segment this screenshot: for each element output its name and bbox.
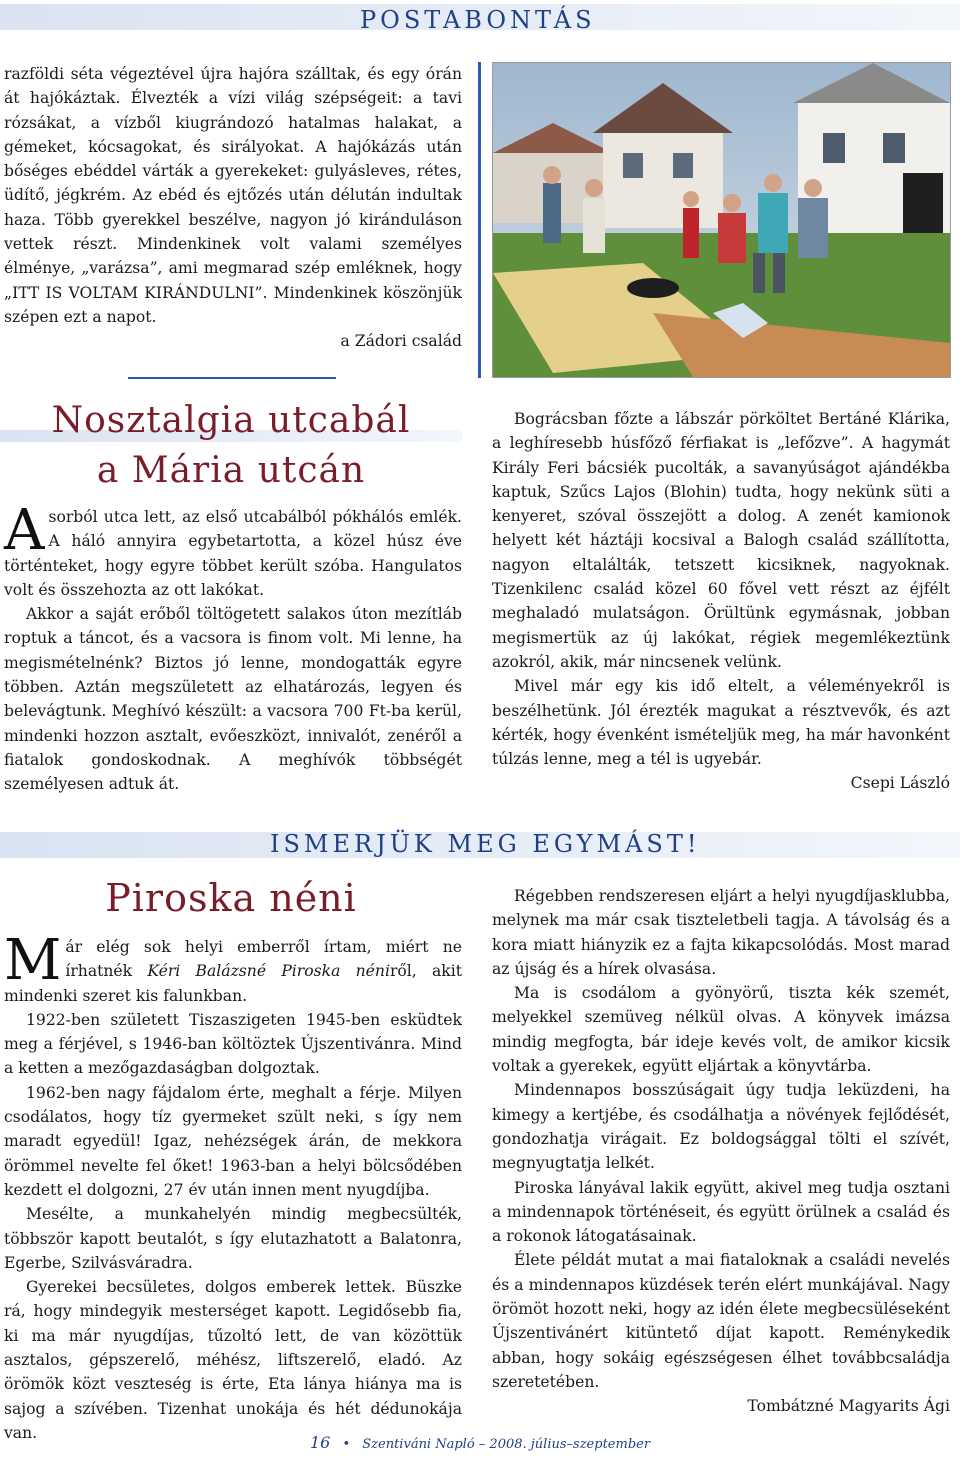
intro-signature: a Zádori család [340, 332, 462, 351]
article2-p8: Mindennapos bosszúságait úgy tudja leküzdeni, ha kimegy a kertjébe, és csodálhatja a növények fejlődését, gondozhatja virágait. Ez boldogsággal tölti el szívét, megnyugtatja lelkét. [492, 1081, 950, 1173]
article1-p1 [4, 498, 462, 602]
article2-title: Piroska néni [105, 876, 357, 920]
publication-name: Szentiváni Napló – 2008. július–szeptember [362, 1437, 651, 1452]
article2-p3: 1962-ben nagy fájdalom érte, meghalt a férje. Milyen csodálatos, hogy tíz gyermeket szült neki, s így nem maradt egyedül! Igaz, nehézségek árán, de mekkora örömmel nevelte fel őket! 1963-ban a helyi bölcsődében kezdett el dolgozni, 27 év után innen ment nyugdíjba. [4, 1083, 462, 1199]
article1-p2: Akkor a saját erőből töltögetett salakos úton mezítláb roptuk a táncot, és a vacsora is finom volt. Mi lenne, ha megismételnénk? Biztos jó lenne, mondogatták egyre többen. Aztán megszületett az elhatározás, legyen és belevágtunk. Meghívó készült: a vacsora 700 Ft-ba kerül, mindenki hozzon asztalt, evőeszközt, innivalót, zenéről a fiatalok gondoskodnak. A meghívók többségét személyesen adtuk át. [4, 605, 462, 794]
article2-p1a: ár elég sok helyi emberről írtam, miért ne írhatnék [65, 938, 462, 981]
article2-name: Kéri Balázsné Piroska néni [147, 962, 390, 981]
article1-right-column [492, 407, 950, 795]
article2-p9: Piroska lányával lakik együtt, akivel meg tudja osztani a mindennapok történéseit, és együtt örülnek a család és a rokonok látogatásainak. [492, 1178, 950, 1246]
article1-left-column [4, 498, 462, 797]
section-title-ismerjuk: ISMERJÜK MEG EGYMÁST! [270, 830, 701, 858]
footer [0, 1433, 960, 1452]
article2-p5: Gyerekei becsületes, dolgos emberek lettek. Büszke rá, hogy mindegyik mesterséget kapott. Legidősebb fia, ki ma már nyugdíjas, tűzoltó lett, de van közöttük asztalos, gépszerelő, méhész, liftszerelő, eladó. Az örömök közt veszteség is érte, Eta lánya hiánya ma is sajog a szívében. Tizenhat unokája és hét dédunokája van. [4, 1278, 462, 1442]
article2-left-column [4, 928, 462, 1445]
intro-column [4, 62, 462, 353]
intro-text: razföldi séta végeztével újra hajóra szálltak, és egy órán át hajókáztak. Élvezték a vízi világ szépségeit: a tavi rózsákat, a vízből kiugrándozó hatalmas halakat, a gémeket, kócsagokat, és sirályokat. A hajókázás után bőséges ebéddel várták a gyerekeket: gulyásleves, rétes, üdítő, jégkrém. Az ebéd és ejtőzés után délután indultak haza. Több gyerekkel beszélve, nagyon jó kiránduláson vettek részt. Mindenkinek volt valami személyes élménye, „varázsa”, ami megmarad szép emléknek, hogy „ITT IS VOLTAM KIRÁNDULNI”. Mindenkinek köszönjük szépen ezt a napot. [4, 65, 462, 326]
page-number: 16 [309, 1433, 331, 1452]
article2-p10: Élete példát mutat a mai fiataloknak a családi nevelés és a mindennapos küzdések terén elért munkájával. Nagy örömöt hozott neki, hogy az idén élete megbecsüléseként Újszentivánért kitüntető díjat kapott. Reménykedik abban, hogy sokáig egészségesen élhet továbbcsaládja szeretetében. [492, 1251, 950, 1391]
photo-rule [478, 62, 481, 378]
street-party-photo [492, 62, 951, 378]
article2-p2: 1922-ben született Tiszaszigeten 1945-ben esküdtek meg a férjével, s 1946-ban költöztek Újszentivánra. Mind a ketten a mezőgazdaságban dolgoztak. [4, 1010, 462, 1078]
article2-signature: Tombátzné Magyarits Ági [747, 1397, 950, 1416]
article2-right-column [492, 884, 950, 1418]
article1-title-line1: Nosztalgia utcabál [51, 400, 411, 441]
article2-p1b: ről, akit mindenki szeret kis falunkban. [4, 962, 462, 1005]
article1-p1-text: sorból utca lett, az első utcabálból pókhálós emlék. A háló annyira egybetartotta, a közel húsz éve történteket, hogy egyre többet került szóba. Hangulatos volt és összehozta az ott lakókat. [4, 508, 462, 599]
article2-p7: Ma is csodálom a gyönyörű, tiszta kék szemét, melyekkel szemüveg nélkül olvas. A könyvek imázsa mindig megfogta, bár ideje kevés volt, de amikor kicsik voltak a gyerekek, együtt eljártak a könyvtárba. [492, 984, 950, 1076]
section-title-postabontas: POSTABONTÁS [360, 6, 596, 34]
article1-p4: Mivel már egy kis idő eltelt, a véleményekről is beszélhetünk. Jól érezték magukat a résztvevők, és azt kérték, hogy évenként ismételjük meg, ha már havonként túlzás lenne, meg a tél is ugyebár. [492, 677, 950, 769]
article1-p3: Bográcsban főzte a lábszár pörköltet Bertáné Klárika, a leghíresebb húsfőző férfiakat is „lefőzve”. A hagymát Király Feri bácsiék pucolták, a savanyúságot ajándékba kaptuk, Szűcs Lajos (Blohin) tudta, hogy nekünk süti a kenyeret, szóval összejött a dolog. A zenét kamionok helyett két háztáji kocsival a Balogh család szállította, nagyon eltalálták, tetszett kicsiknek, nagyoknak. Tizenkilenc család közel 60 fővel vett részt az éjfélt meghaladó mulatságon. Örültünk egymásnak, jobban megismertük az új lakókat, régiek megemlékeztünk azokról, akik, már nincsenek velünk. [492, 410, 950, 671]
article1-dropcap: A [4, 498, 45, 563]
article2-p1 [4, 928, 462, 1008]
article2-p6: Régebben rendszeresen eljárt a helyi nyugdíjasklubba, melynek ma már csak tiszteletbeli tagja. A távolság és a kora miatt hiányzik ez a fajta kikapcsolódás. Most marad az újság és a hírek olvasása. [492, 887, 950, 978]
intro-divider [128, 377, 336, 379]
footer-bullet: • [342, 1437, 351, 1452]
article1-signature: Csepi László [850, 774, 950, 793]
article1-title-line2: a Mária utcán [96, 450, 366, 491]
article2-p4: Mesélte, a munkahelyén mindig megbecsülték, többször kapott beutalót, s így elutazhatott a Balatonra, Egerbe, Szilvásváradra. [4, 1205, 462, 1272]
article2-dropcap: M [4, 928, 62, 993]
